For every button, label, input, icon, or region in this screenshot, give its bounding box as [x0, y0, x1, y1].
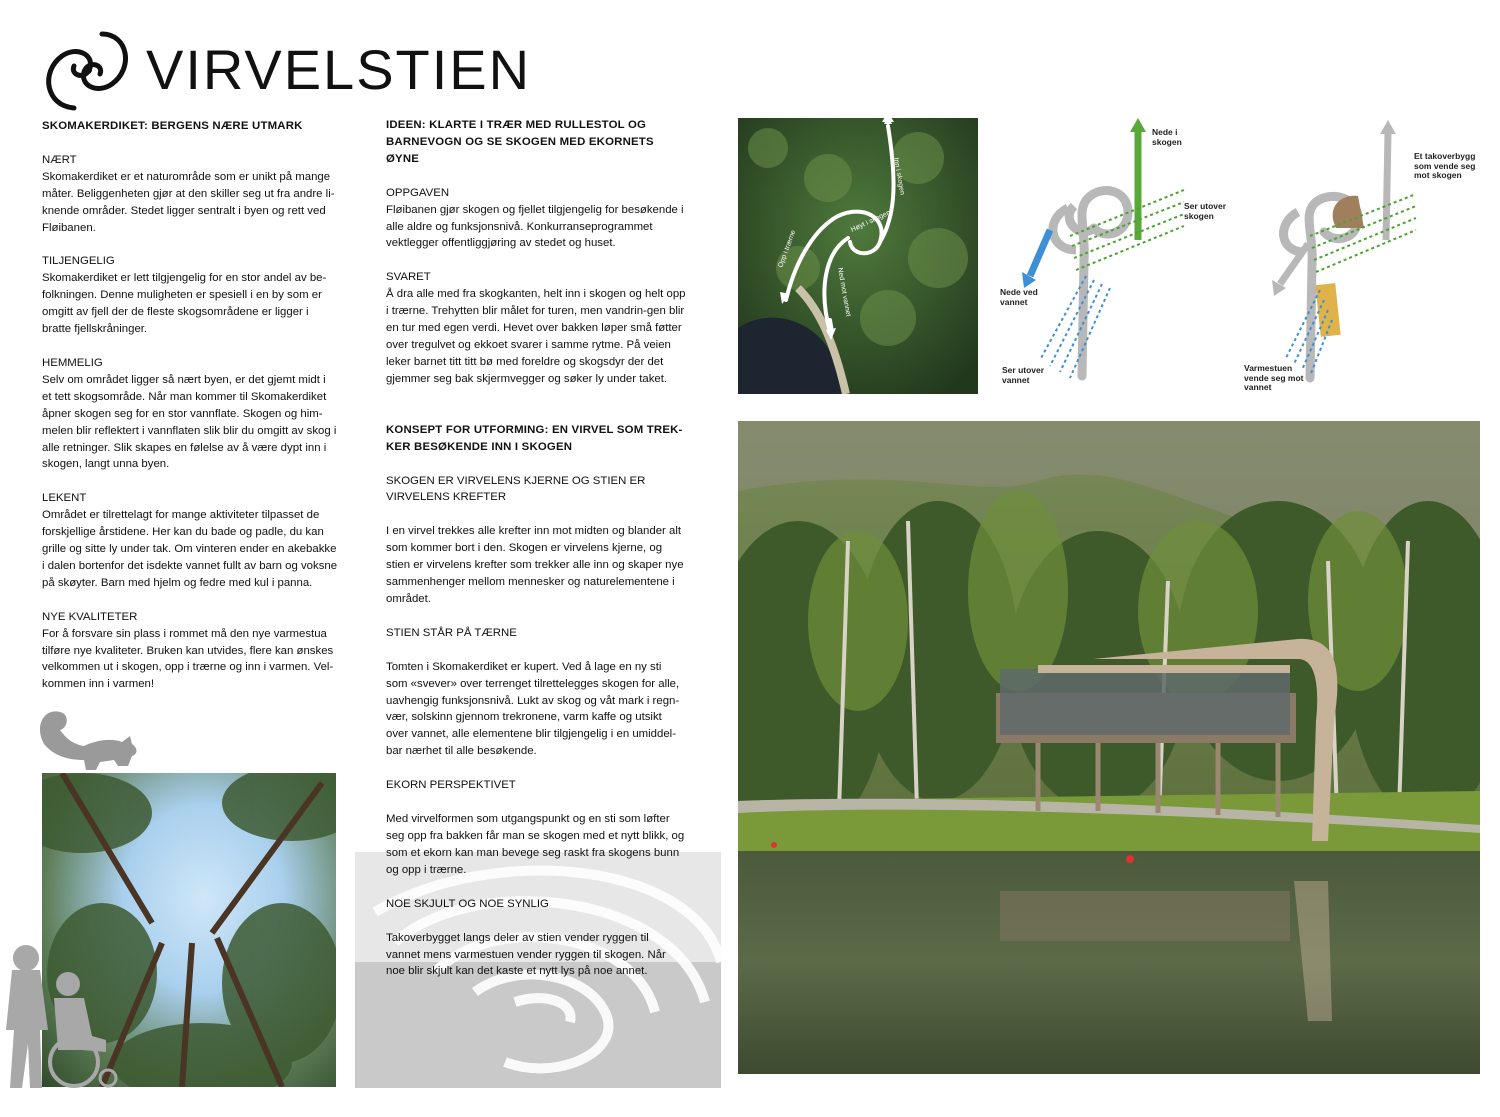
- section-title: NOE SKJULT OG NOE SYNLIG: [386, 897, 549, 910]
- label-nede-ved-vannet: Nede ved vannet: [1000, 287, 1038, 307]
- section-body: Skomakerdiket er lett tilgjengelig for en stor andel av be-folkningen. Denne muligheten er spesiell i en by som er omgitt av fjell der de fleste skogsområdene er ligger i bratte fjellskråninger.: [42, 272, 327, 336]
- page-title: VIRVELSTIEN: [146, 38, 532, 101]
- middle-column: [386, 117, 686, 997]
- aerial-label: Høyt i skogen: [849, 209, 892, 234]
- lake-rendering: [738, 421, 1480, 1074]
- section-body: Området er tilrettelagt for mange aktiviteter tilpasset de forskjellige årstidene. Her kan du bade og padle, du kan grille og sitte ly under tak. Om vinteren ender en akebakke i dalen bortenfor det isdekte vannet fullt av barn og voksne på skøyter. Barn med hjelm og fedre med kul i panna.: [42, 509, 338, 589]
- aerial-label: Ned mot vannet: [836, 267, 852, 318]
- section-title: HEMMELIG: [42, 356, 103, 369]
- section-noe-skjult: [386, 896, 686, 981]
- aerial-label: Inn i skogen: [892, 157, 906, 196]
- section-body: For å forsvare sin plass i rommet må den nye varmestua tilføre nye kvaliteter. Bruken kan utvides, flere kan ønskes velkommen ut i skogen, opp i trærne og inn i varmen. Vel-kommen inn i varmen!: [42, 627, 334, 691]
- squirrel-icon: [34, 704, 144, 772]
- wheelchair-icon: [2, 940, 122, 1090]
- concept-heading: KONSEPT FOR UTFORMING: EN VIRVEL SOM TREK-KER BESØKENDE INN I SKOGEN: [386, 423, 683, 453]
- label-takoverbygg: Et takoverbygg som vende seg mot skogen: [1414, 151, 1476, 180]
- swirl-logo-icon: [40, 28, 136, 114]
- label-varmestuen: Varmestuen vende seg mot vannet: [1244, 363, 1304, 392]
- section-title: EKORN PERSPEKTIVET: [386, 779, 516, 792]
- section-title: TILJENGELIG: [42, 255, 115, 268]
- left-heading: SKOMAKERDIKET: BERGENS NÆRE UTMARK: [42, 120, 303, 132]
- section-naert: [42, 152, 338, 237]
- section-title: SKOGEN ER VIRVELENS KJERNE OG STIEN ER VIRVELENS KREFTER: [386, 474, 646, 504]
- aerial-photo: [738, 118, 978, 394]
- section-svaret: [386, 269, 686, 387]
- section-body: Takoverbygget langs deler av stien vender ryggen til vannet mens varmestuen vender ryggen til skogen. Når noe blir skjult kan det kaste et nytt lys på noe annet.: [386, 931, 666, 978]
- section-nye-kvaliteter: [42, 609, 338, 694]
- section-title: SVARET: [386, 271, 431, 284]
- section-lekent: [42, 490, 338, 591]
- section-tiljengelig: [42, 253, 338, 338]
- section-body: I en virvel trekkes alle krefter inn mot midten og blander alt som kommer bort i den. Skogen er virvelens kjerne, og stien er virvelens krefter som trekker alle inn og skaper nye sammenhenger mellom mennesker og naturelementene i området.: [386, 525, 684, 605]
- left-column: [42, 118, 338, 710]
- section-skogen: [386, 473, 686, 608]
- section-title: STIEN STÅR PÅ TÆRNE: [386, 626, 517, 639]
- label-nede-i-skogen: Nede i skogen: [1152, 127, 1182, 147]
- aerial-label: Opp i trærne: [777, 229, 798, 269]
- diagram-buildings: [1240, 110, 1480, 400]
- diagram-views: [990, 110, 1240, 400]
- section-body: Selv om området ligger så nært byen, er det gjemt midt i et tett skogsområde. Når man kommer til Skomakerdiket åpner skogen seg for en stor vannflate. Skogen og him-melen blir reflektert i vannflaten slik blir du omgitt av skog i alle retninger. Slik skapes en følelse av å være dypt inn i skogen, langt unna byen.: [42, 373, 337, 471]
- section-title: LEKENT: [42, 492, 87, 505]
- people-silhouette: [2, 940, 122, 1090]
- section-stien: [386, 625, 686, 760]
- section-body: Med virvelformen som utgangspunkt og en sti som løfter seg opp fra bakken får man se skogen med et nytt blikk, og som et ekorn kan man bevege seg raskt fra skogens bunn og opp i trærne.: [386, 813, 685, 876]
- logo: [40, 28, 136, 114]
- section-hemmelig: [42, 355, 338, 473]
- section-body: Å dra alle med fra skogkanten, helt inn i skogen og helt opp i trærne. Trehytten blir målet for turen, men vandrin-gen blir en tur med egen verdi. Hevet over bakken løper små føtter over tregulvet og ekkoet svarer i samme rytme. På veien leker barnet titt titt bø med foreldre og skogsdyr der det gjemmer seg bak skjermvegger og søker ly under taket.: [386, 288, 686, 385]
- label-ser-utover-skogen: Ser utover skogen: [1184, 201, 1227, 221]
- section-title: NYE KVALITETER: [42, 610, 138, 623]
- section-ekorn: [386, 777, 686, 879]
- section-title: OPPGAVEN: [386, 186, 450, 199]
- squirrel-silhouette: [34, 704, 144, 772]
- section-body: Tomten i Skomakerdiket er kupert. Ved å lage en ny sti som «svever» over terrenget tilrettelegges skogen for alle, uavhengig funksjonsnivå. Lukt av skog og våt mark i regn-vær, solskinn gjennom trekronene, varm kaffe og utsikt over vannet, alle elementene blir tilgjengelig i en umiddel-bar nærhet til alle besøkende.: [386, 660, 680, 758]
- section-oppgaven: [386, 185, 686, 253]
- label-ser-utover-vannet: Ser utover vannet: [1002, 365, 1045, 385]
- section-body: Skomakerdiket er et naturområde som er unikt på mange måter. Beliggenheten gjør at den skiller seg ut fra andre li-knende områder. Stedet ligger sentralt i byen og rett ved Fløibanen.: [42, 170, 335, 234]
- section-title: NÆRT: [42, 153, 77, 166]
- section-body: Fløibanen gjør skogen og fjellet tilgjengelig for besøkende i alle aldre og funksjonsnivå. Konkurranseprogrammet vektlegger offentliggjøring av stedet og huset.: [386, 203, 684, 250]
- middle-heading: IDEEN: KLARTE I TRÆR MED RULLESTOL OG BARNEVOGN OG SE SKOGEN MED EKORNETS ØYNE: [386, 119, 654, 165]
